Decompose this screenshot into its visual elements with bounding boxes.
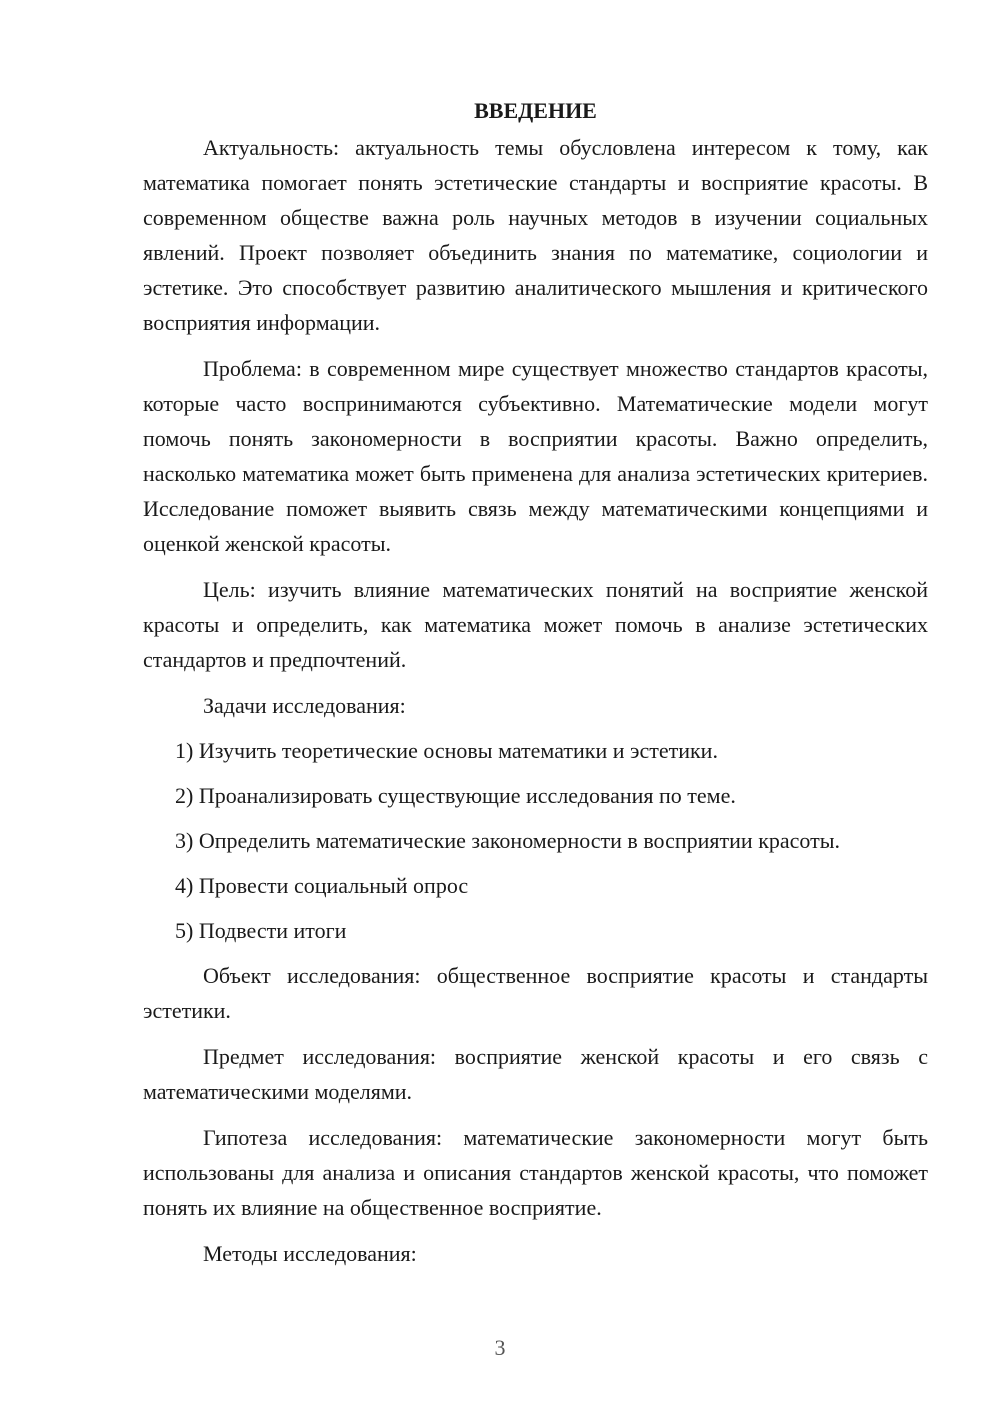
task-item: 1) Изучить теоретические основы математики и эстетики. <box>175 738 718 763</box>
paragraph-relevance: Актуальность: актуальность темы обусловлена интересом к тому, как математика помогает понять эстетические стандарты и восприятие красоты. В современном обществе важна роль научных методов в изучении социальных явлений. Проект позволяет объединить знания по математике, социологии и эстетике. Это способствует развитию аналитического мышления и критического восприятия информации. <box>143 135 928 335</box>
tasks-list <box>143 733 928 948</box>
paragraph-methods-heading: Методы исследования: <box>203 1241 417 1266</box>
section-title: ВВЕДЕНИЕ <box>474 98 597 123</box>
task-item: 3) Определить математические закономерности в восприятии красоты. <box>175 828 841 853</box>
paragraph-problem: Проблема: в современном мире существует множество стандартов красоты, которые часто воспринимаются субъективно. Математические модели могут помочь понять закономерности в восприятии красоты. Важно определить, насколько математика может быть применена для анализа эстетических критериев. Исследование поможет выявить связь между математическими концепциями и оценкой женской красоты. <box>143 356 928 556</box>
paragraph-object: Объект исследования: общественное восприятие красоты и стандарты эстетики. <box>143 963 928 1023</box>
paragraph-goal: Цель: изучить влияние математических понятий на восприятие женской красоты и определить, как математика может помочь в анализе эстетических стандартов и предпочтений. <box>143 577 928 672</box>
paragraph-hypothesis: Гипотеза исследования: математические закономерности могут быть использованы для анализа и описания стандартов женской красоты, что поможет понять их влияние на общественное восприятие. <box>143 1125 928 1220</box>
task-item: 5) Подвести итоги <box>175 918 347 943</box>
task-item: 4) Провести социальный опрос <box>175 873 469 898</box>
document-page <box>143 93 928 1282</box>
task-item: 2) Проанализировать существующие исследования по теме. <box>175 783 736 808</box>
tasks-heading: Задачи исследования: <box>203 693 406 718</box>
paragraph-subject: Предмет исследования: восприятие женской красоты и его связь с математическими моделями. <box>143 1044 928 1104</box>
page-number: 3 <box>494 1335 506 1360</box>
